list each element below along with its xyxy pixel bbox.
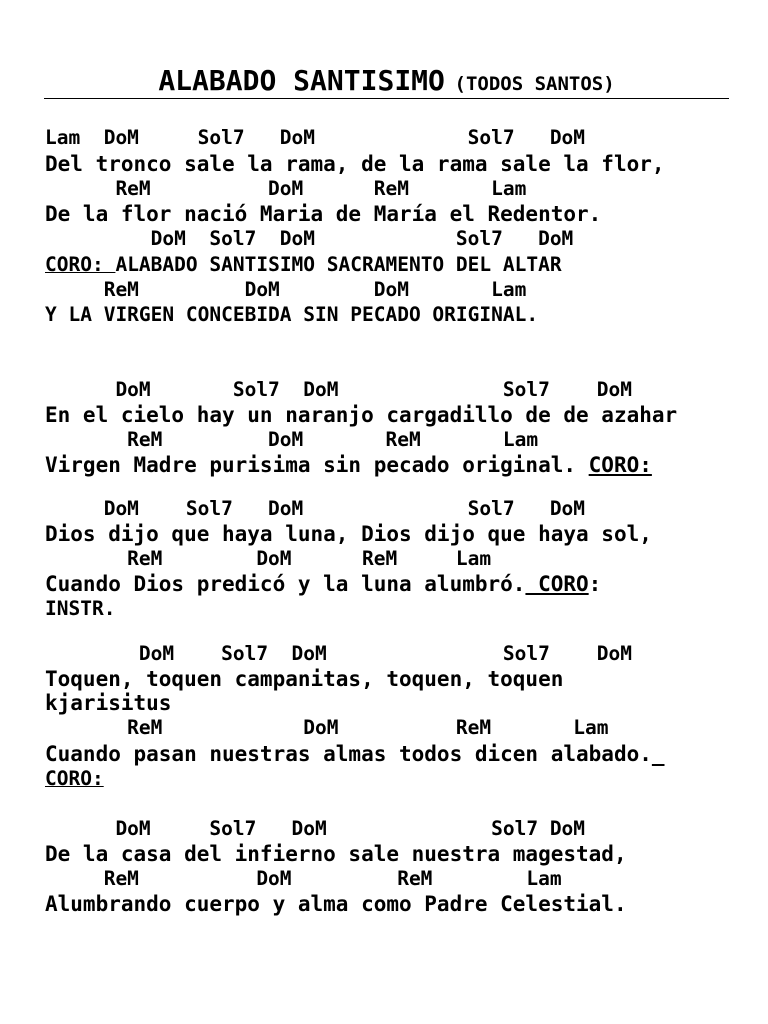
lyric-line: Alumbrando cuerpo y alma como Padre Celestial. [45, 892, 627, 916]
chorus-line: Y LA VIRGEN CONCEBIDA SIN PECADO ORIGINAL. [45, 303, 539, 326]
chord-line: ReM DoM ReM Lam [45, 716, 609, 739]
chorus-marker: CORO: [45, 767, 104, 790]
chorus-marker: CORO: [588, 453, 652, 477]
chord-line: DoM Sol7 DoM Sol7 DoM [45, 642, 632, 665]
instrumental-line: INSTR. [45, 597, 116, 620]
chord-line: ReM DoM ReM Lam [45, 428, 539, 451]
lyric-line: De la flor nació Maria de María el Redentor. [45, 202, 602, 226]
lyric-line: Del tronco sale la rama, de la rama sale la flor, [45, 152, 665, 176]
lyric-line: Cuando pasan nuestras almas todos dicen alabado._ [45, 742, 665, 766]
lyric-line: kjarisitus [45, 691, 172, 715]
chord-line: ReM DoM ReM Lam [45, 547, 492, 570]
chorus-label: CORO: [45, 253, 116, 276]
chorus-text: ALABADO SANTISIMO SACRAMENTO DEL ALTAR [115, 253, 562, 276]
lyric-line [45, 453, 652, 477]
lyric-line: De la casa del infierno sale nuestra magestad, [45, 842, 627, 866]
chorus-marker-line [45, 767, 104, 791]
chord-line: DoM Sol7 DoM Sol7 DoM [45, 497, 586, 520]
lyric-line: Dios dijo que haya luna, Dios dijo que haya sol, [45, 522, 652, 546]
lyric-tail: : [588, 572, 602, 596]
chorus-line [45, 253, 562, 277]
song-title-subtitle: (TODOS SANTOS) [454, 73, 615, 95]
chord-line: ReM DoM ReM Lam [45, 177, 527, 200]
chord-line: DoM Sol7 DoM Sol7 DoM [45, 817, 586, 840]
chord-line: ReM DoM DoM Lam [45, 278, 527, 301]
lyric-line [45, 572, 601, 596]
lyric-text: Virgen Madre purisima sin pecado original. [45, 453, 589, 477]
lyric-line: En el cielo hay un naranjo cargadillo de de azahar [45, 403, 678, 427]
song-title [44, 64, 729, 99]
lyric-text: Cuando Dios predicó y la luna alumbró. [45, 572, 526, 596]
lyric-line: Toquen, toquen campanitas, toquen, toquen [45, 667, 564, 691]
chord-line: DoM Sol7 DoM Sol7 DoM [45, 227, 574, 250]
chorus-marker: CORO [525, 572, 589, 596]
chord-line: DoM Sol7 DoM Sol7 DoM [45, 378, 632, 401]
chord-line: Lam DoM Sol7 DoM Sol7 DoM [45, 126, 586, 149]
song-title-main: ALABADO SANTISIMO [158, 64, 445, 97]
chord-line: ReM DoM ReM Lam [45, 867, 562, 890]
